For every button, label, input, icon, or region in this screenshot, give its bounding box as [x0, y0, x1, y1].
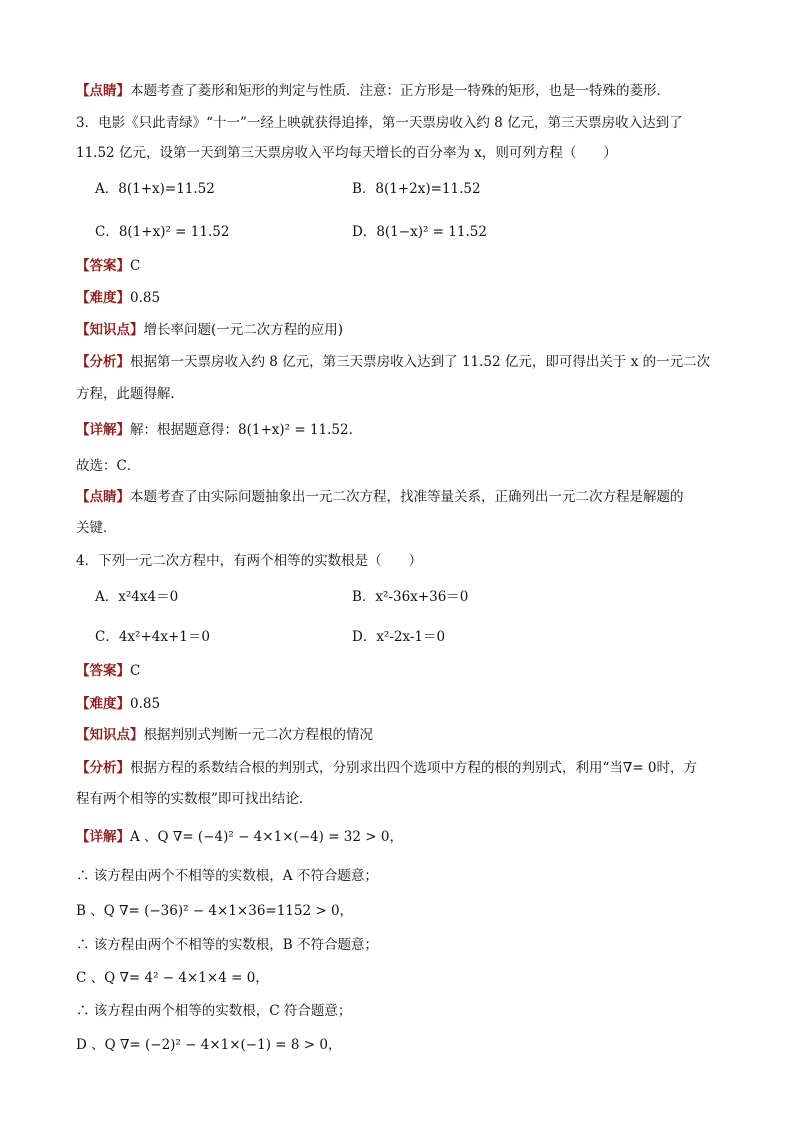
- q4-step-line: D 、Q ∇= (−2)² − 4×1×(−1) = 8 > 0，: [76, 1037, 342, 1053]
- q4-step-line: C 、Q ∇= 4² − 4×1×4 = 0，: [76, 970, 269, 986]
- difficulty-tag: 【难度】: [76, 696, 130, 712]
- q3-dianjing-line2: 关键．: [76, 520, 117, 536]
- detail-text: 解：根据题意得：8(1+x)² = 11.52．: [130, 422, 363, 438]
- q4-option-a: A．x²4x4＝0: [95, 589, 179, 605]
- dianjing-tag: 【点睛】: [76, 83, 130, 99]
- q4-step-line: ∴ 该方程由两个不相等的实数根，A 不符合题意；: [76, 868, 378, 884]
- q4-stem: 4．下列一元二次方程中，有两个相等的实数根是（ ）: [76, 553, 423, 569]
- knowledge-text: 根据判别式判断一元二次方程根的情况: [143, 727, 373, 743]
- detail-text: A 、Q ∇= (−4)² − 4×1×(−4) = 32 > 0，: [130, 829, 403, 845]
- q4-analysis-line1: [76, 758, 726, 778]
- detail-tag: 【详解】: [76, 829, 130, 845]
- difficulty-value: 0.85: [130, 696, 161, 712]
- q3-analysis-line1: [76, 352, 726, 372]
- q4-option-c: C．4x²+4x+1＝0: [95, 629, 210, 645]
- q4-analysis-line2: 程有两个相等的实数根”即可找出结论.: [76, 791, 304, 807]
- knowledge-text: 增长率问题(一元二次方程的应用): [143, 322, 344, 338]
- q4-step-line: ∴ 该方程由两个不相等的实数根，B 不符合题意；: [76, 937, 379, 953]
- answer-tag: 【答案】: [76, 258, 130, 274]
- q4-option-d: D．x²-2x-1＝0: [352, 629, 446, 645]
- analysis-tag: 【分析】: [76, 760, 130, 776]
- analysis-text: 根据方程的系数结合根的判别式，分别求出四个选项中方程的根的判别式，利用“当∇= 0时，方: [130, 760, 698, 776]
- dianjing-line: [76, 81, 726, 101]
- q3-stem-line2: 11.52 亿元，设第一天到第三天票房收入平均每天增长的百分率为 x，则可列方程（ ）: [76, 145, 617, 161]
- detail-tag: 【详解】: [76, 422, 130, 438]
- q4-option-b: B．x²-36x+36＝0: [352, 589, 469, 605]
- analysis-tag: 【分析】: [76, 354, 130, 370]
- answer-value: C: [130, 663, 141, 679]
- q3-difficulty: [76, 288, 726, 308]
- answer-value: C: [130, 258, 141, 274]
- answer-tag: 【答案】: [76, 663, 130, 679]
- q3-stem-line1: 3．电影《只此青绿》“十一”一经上映就获得追捧，第一天票房收入约 8 亿元，第三天票房收入达到了: [76, 115, 683, 131]
- q4-answer: [76, 661, 726, 681]
- dianjing-tag: 【点睛】: [76, 489, 130, 505]
- difficulty-tag: 【难度】: [76, 290, 130, 306]
- q3-knowledge: [76, 320, 726, 340]
- q4-difficulty: [76, 694, 726, 714]
- knowledge-tag: 【知识点】: [76, 322, 144, 338]
- q4-step-line: ∴ 该方程由两个相等的实数根，C 符合题意；: [76, 1003, 352, 1019]
- analysis-text: 根据第一天票房收入约 8 亿元，第三天票房收入达到了 11.52 亿元，即可得出关于 x 的一元二次: [130, 354, 711, 370]
- q3-option-b: B．8(1+2x)=11.52: [352, 181, 481, 197]
- dianjing-text: 本题考查了由实际问题抽象出一元二次方程，找准等量关系，正确列出一元二次方程是解题的: [130, 489, 684, 505]
- q3-option-a: A．8(1+x)=11.52: [95, 181, 215, 197]
- q3-detail: [76, 420, 726, 440]
- knowledge-tag: 【知识点】: [76, 727, 144, 743]
- q3-dianjing-line1: [76, 487, 726, 507]
- q3-option-d: D．8(1−x)² = 11.52: [352, 224, 487, 240]
- q4-step-line: B 、Q ∇= (−36)² − 4×1×36=1152 > 0，: [76, 903, 354, 919]
- q3-analysis-line2: 方程，此题得解．: [76, 386, 184, 402]
- q3-choose: 故选：C．: [76, 458, 141, 474]
- q4-knowledge: [76, 725, 726, 745]
- dianjing-text: 本题考查了菱形和矩形的判定与性质．注意：正方形是一特殊的矩形，也是一特殊的菱形．: [130, 83, 670, 99]
- q3-option-c: C．8(1+x)² = 11.52: [95, 224, 230, 240]
- q3-answer: [76, 256, 726, 276]
- q4-detail: [76, 827, 726, 847]
- difficulty-value: 0.85: [130, 290, 161, 306]
